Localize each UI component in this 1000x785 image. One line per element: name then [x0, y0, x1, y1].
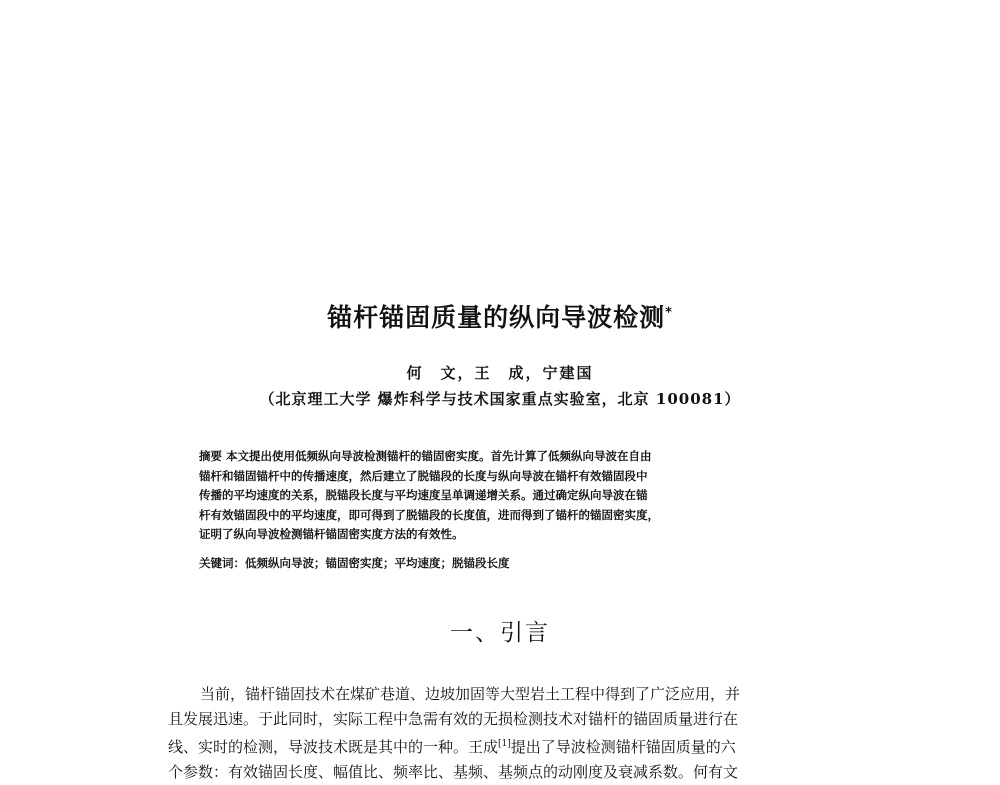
- body-line: [168, 732, 808, 760]
- keywords-block: [199, 555, 799, 571]
- abstract-line: 杆有效锚固段中的平均速度，即可得到了脱锚段的长度值，进而得到了锚杆的锚固密实度，: [199, 507, 659, 522]
- abstract-line: [199, 447, 799, 467]
- abstract-label: 摘要: [199, 449, 222, 463]
- paper-title-text: 锚杆锚固质量的纵向导波检测: [327, 303, 666, 332]
- body-line: 且发展迅速。于此同时，实际工程中急需有效的无损检测技术对锚杆的锚固质量进行在: [168, 710, 739, 728]
- abstract-line: 证明了纵向导波检测锚杆锚固密实度方法的有效性。: [199, 527, 464, 541]
- author-list: 何 文，王 成，宁建国: [406, 364, 594, 382]
- title-footnote-mark: *: [665, 305, 673, 321]
- keywords-label: 关键词：: [199, 556, 245, 570]
- abstract-text: 本文提出使用低频纵向导波检测锚杆的锚固密实度。首先计算了低频纵向导波在自由: [226, 449, 652, 463]
- abstract-line: 锚杆和锚固锚杆中的传播速度，然后建立了脱锚段的长度与纵向导波在锚杆有效锚固段中: [199, 468, 648, 483]
- body-line: 当前，锚杆锚固技术在煤矿巷道、边坡加固等大型岩土工程中得到了广泛应用，并: [200, 685, 741, 703]
- body-paragraph: [168, 682, 808, 785]
- body-line-text: 线、实时的检测，导波技术既是其中的一种。王成: [168, 738, 499, 756]
- abstract-line: 传播的平均速度的关系，脱锚段长度与平均速度呈单调递增关系。通过确定纵向导波在锚: [199, 488, 648, 502]
- keywords-text: 低频纵向导波；锚固密实度；平均速度；脱锚段长度: [245, 556, 510, 570]
- author-affiliation: （北京理工大学 爆炸科学与技术国家重点实验室，北京 100081）: [259, 390, 741, 408]
- citation-ref[interactable]: [1]: [498, 739, 511, 749]
- body-line-text: 提出了导波检测锚杆锚固质量的六: [510, 738, 736, 756]
- section-heading: 一、引言: [450, 620, 550, 646]
- body-line: 个参数：有效锚固长度、幅值比、频率比、基频、基频点的动刚度及衰减系数。何有文: [168, 763, 739, 781]
- paper-title: [0, 298, 1000, 334]
- abstract-block: [199, 447, 799, 545]
